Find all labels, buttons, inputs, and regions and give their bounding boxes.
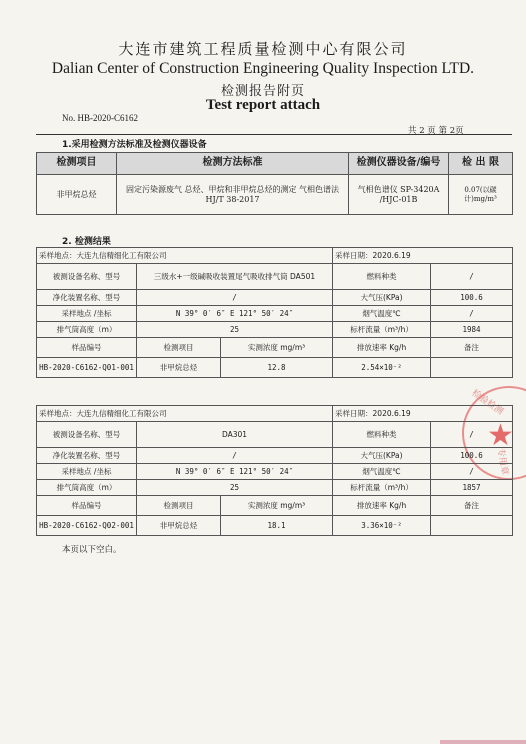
section1-title: 1.采用检测方法标准及检测仪器设备 bbox=[62, 140, 207, 150]
sample-no: HB-2020-C6162-Q02-001 bbox=[37, 516, 137, 536]
pressure-label: 大气压(KPa) bbox=[333, 448, 431, 464]
flue-temp-value: / bbox=[431, 464, 513, 480]
fuel-value: / bbox=[431, 264, 513, 290]
coord-value: N 39° 0′ 6″ E 121° 50′ 24″ bbox=[137, 464, 333, 480]
col-concentration: 实测浓度 mg/m³ bbox=[221, 338, 333, 358]
col-emission-rate: 排放速率 Kg/h bbox=[333, 338, 431, 358]
purifier-label: 净化装置名称、型号 bbox=[37, 290, 137, 306]
height-value: 25 bbox=[137, 322, 333, 338]
method-standard: 固定污染源废气 总烃、甲烷和非甲烷总烃的测定 气相色谱法 HJ/T 38-2017 bbox=[117, 175, 349, 215]
flow-value: 1857 bbox=[431, 480, 513, 496]
site-label: 采样地点： bbox=[39, 250, 77, 260]
site-value: 大连九信精细化工有限公司 bbox=[76, 408, 167, 418]
purifier-label: 净化装置名称、型号 bbox=[37, 448, 137, 464]
result-table-2 bbox=[36, 405, 513, 536]
emission-rate: 3.36×10⁻² bbox=[333, 516, 431, 536]
date-value: 2020.6.19 bbox=[372, 250, 411, 260]
header-divider bbox=[36, 134, 512, 135]
fuel-label: 燃料种类 bbox=[333, 264, 431, 290]
concentration: 18.1 bbox=[221, 516, 333, 536]
col-sample-no: 样品编号 bbox=[37, 496, 137, 516]
concentration: 12.8 bbox=[221, 358, 333, 378]
height-value: 25 bbox=[137, 480, 333, 496]
height-label: 排气筒高度（m） bbox=[37, 480, 137, 496]
date-label: 采样日期： bbox=[335, 408, 373, 418]
report-subtitle-cn: 检测报告附页 bbox=[220, 84, 305, 99]
pressure-value: 100.6 bbox=[431, 448, 513, 464]
detection-limit: 0.07(以碳计)mg/m³ bbox=[449, 175, 513, 215]
method-table bbox=[36, 152, 513, 215]
col-sample-no: 样品编号 bbox=[37, 338, 137, 358]
col-note: 备注 bbox=[431, 496, 513, 516]
col-concentration: 实测浓度 mg/m³ bbox=[221, 496, 333, 516]
stamp-star-icon: ★ bbox=[487, 418, 514, 453]
flow-label: 标杆流量（m³/h） bbox=[333, 322, 431, 338]
test-item: 非甲烷总烃 bbox=[137, 516, 221, 536]
report-subtitle-en: Test report attach bbox=[205, 97, 321, 113]
flow-value: 1984 bbox=[431, 322, 513, 338]
device-value: 三级水+一级碱吸收装置尾气吸收排气筒 DA501 bbox=[137, 264, 333, 290]
pressure-value: 100.6 bbox=[431, 290, 513, 306]
section2-title: 2. 检测结果 bbox=[62, 237, 111, 247]
pressure-label: 大气压(KPa) bbox=[333, 290, 431, 306]
company-name-cn: 大连市建筑工程质量检测中心有限公司 bbox=[118, 40, 408, 58]
sampling-site bbox=[37, 406, 333, 422]
page-edge-mark bbox=[440, 740, 526, 744]
coord-value: N 39° 0′ 6″ E 121° 50′ 24″ bbox=[137, 306, 333, 322]
footer-note: 本页以下空白。 bbox=[62, 545, 122, 555]
purifier-value: / bbox=[137, 448, 333, 464]
header-cell: 检测项目 bbox=[37, 153, 117, 175]
flow-label: 标杆流量（m³/h） bbox=[333, 480, 431, 496]
coord-label: 采样地点 /坐标 bbox=[37, 464, 137, 480]
test-item: 非甲烷总烃 bbox=[137, 358, 221, 378]
company-name-en: Dalian Center of Construction Engineering Quality Inspection LTD. bbox=[51, 60, 475, 77]
stamp-text: 检验检测 bbox=[469, 388, 505, 418]
stamp-text-2: 专用章 bbox=[494, 447, 510, 476]
header-cell: 检 出 限 bbox=[449, 153, 513, 175]
sampling-date bbox=[333, 248, 513, 264]
method-instrument: 气相色谱仪 SP-3420A /HJC-01B bbox=[349, 175, 449, 215]
purifier-value: / bbox=[137, 290, 333, 306]
sampling-date bbox=[333, 406, 513, 422]
device-label: 被测设备名称、型号 bbox=[37, 264, 137, 290]
sampling-site bbox=[37, 248, 333, 264]
header-cell: 检测仪器设备/编号 bbox=[349, 153, 449, 175]
date-value: 2020.6.19 bbox=[372, 408, 411, 418]
flue-temp-label: 烟气温度℃ bbox=[333, 306, 431, 322]
method-item: 非甲烷总烃 bbox=[37, 175, 117, 215]
page-info: 共 2 页 第 2页 bbox=[408, 126, 464, 136]
emission-rate: 2.54×10⁻² bbox=[333, 358, 431, 378]
col-test-item: 检测项目 bbox=[137, 338, 221, 358]
flue-temp-value: / bbox=[431, 306, 513, 322]
result-table-1 bbox=[36, 247, 513, 378]
site-label: 采样地点： bbox=[39, 408, 77, 418]
device-label: 被测设备名称、型号 bbox=[37, 422, 137, 448]
device-value: DA301 bbox=[137, 422, 333, 448]
date-label: 采样日期： bbox=[335, 250, 373, 260]
col-note: 备注 bbox=[431, 338, 513, 358]
fuel-label: 燃料种类 bbox=[333, 422, 431, 448]
fuel-value: / bbox=[431, 422, 513, 448]
col-test-item: 检测项目 bbox=[137, 496, 221, 516]
col-emission-rate: 排放速率 Kg/h bbox=[333, 496, 431, 516]
note bbox=[431, 358, 513, 378]
header-cell: 检测方法标准 bbox=[117, 153, 349, 175]
report-number: No. HB-2020-C6162 bbox=[62, 113, 138, 123]
note bbox=[431, 516, 513, 536]
site-value: 大连九信精细化工有限公司 bbox=[76, 250, 167, 260]
flue-temp-label: 烟气温度℃ bbox=[333, 464, 431, 480]
coord-label: 采样地点 /坐标 bbox=[37, 306, 137, 322]
sample-no: HB-2020-C6162-Q01-001 bbox=[37, 358, 137, 378]
height-label: 排气筒高度（m） bbox=[37, 322, 137, 338]
